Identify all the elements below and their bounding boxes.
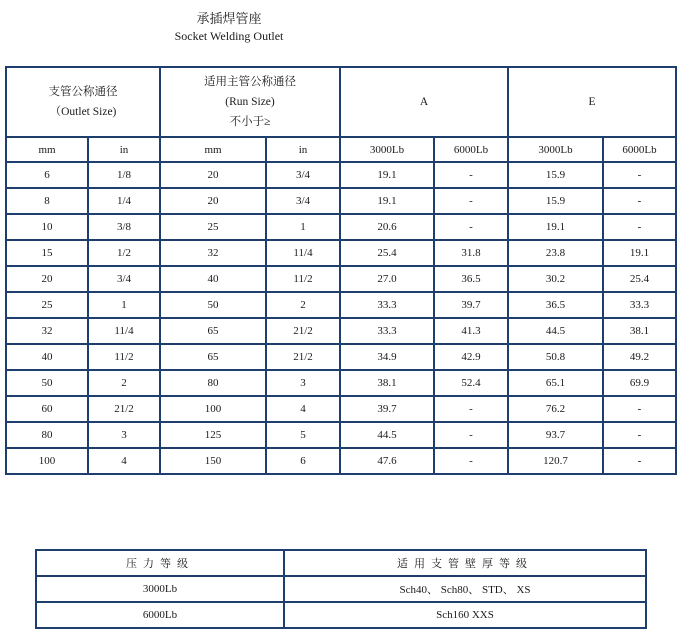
table-cell: 3/4 [267,163,339,187]
table-cell: 38.1 [604,319,675,343]
title-chinese: 承插焊管座 [196,11,262,26]
schedule-cell: Sch160 XXS [285,603,645,627]
e-header: E [509,68,675,136]
table-cell: - [435,163,507,187]
table-cell: 39.7 [341,397,433,421]
table-cell: 1/8 [89,163,159,187]
table-cell: - [604,215,675,239]
table-cell: 1 [267,215,339,239]
table-cell: 33.3 [341,293,433,317]
outlet-size-header [7,68,159,136]
table-cell: 65.1 [509,371,602,395]
table-cell: 38.1 [341,371,433,395]
table-cell: 125 [161,423,265,447]
table-cell: 47.6 [341,449,433,473]
table-cell: 32 [161,241,265,265]
header-row [7,68,675,136]
table-row [7,371,675,395]
wall-thickness-header: 适用支管壁厚等级 [285,551,645,575]
table-cell: - [435,449,507,473]
table-cell: 33.3 [604,293,675,317]
unit-cell: 6000Lb [435,138,507,161]
grade-cell: 3000Lb [37,577,283,601]
table-cell: 1 [89,293,159,317]
unit-cell: mm [161,138,265,161]
table-row [7,449,675,473]
table-cell: 4 [89,449,159,473]
table-cell: 21/2 [267,345,339,369]
table-cell: - [435,397,507,421]
table-cell: 25.4 [341,241,433,265]
table-cell: 20.6 [341,215,433,239]
table-cell: - [435,423,507,447]
table-cell: 3/4 [267,189,339,213]
table-cell: 3/4 [89,267,159,291]
table-cell: - [604,163,675,187]
run-size-header-en: (Run Size) [225,96,275,108]
table-cell: 100 [7,449,87,473]
table-cell: 39.7 [435,293,507,317]
a-header: A [341,68,507,136]
table-cell: 40 [161,267,265,291]
table-cell: 41.3 [435,319,507,343]
unit-cell: 3000Lb [341,138,433,161]
table-cell: 19.1 [604,241,675,265]
table-cell: 120.7 [509,449,602,473]
grade-header-row [37,551,645,575]
table-row [7,267,675,291]
table-cell: 36.5 [509,293,602,317]
table-cell: 23.8 [509,241,602,265]
table-cell: 10 [7,215,87,239]
table-cell: 65 [161,345,265,369]
table-cell: 52.4 [435,371,507,395]
table-cell: 11/4 [89,319,159,343]
table-cell: - [604,189,675,213]
table-cell: 5 [267,423,339,447]
pressure-grade-header: 压力等级 [37,551,283,575]
table-row [7,423,675,447]
table-cell: 60 [7,397,87,421]
table-cell: 50.8 [509,345,602,369]
table-cell: 44.5 [509,319,602,343]
table-cell: 21/2 [267,319,339,343]
title-english: Socket Welding Outlet [174,29,284,43]
table-cell: 19.1 [509,215,602,239]
grade-row [37,577,645,601]
table-cell: 6 [7,163,87,187]
unit-cell: in [267,138,339,161]
pressure-grade-table [35,549,647,629]
table-cell: 25 [7,293,87,317]
table-cell: 76.2 [509,397,602,421]
units-row [7,138,675,161]
table-cell: 11/2 [89,345,159,369]
table-cell: 150 [161,449,265,473]
table-row [7,397,675,421]
table-cell: 3 [89,423,159,447]
table-cell: - [435,189,507,213]
table-row [7,319,675,343]
table-row [7,215,675,239]
table-cell: 25.4 [604,267,675,291]
run-size-header [161,68,339,136]
run-size-header-cn: 适用主管公称通径 [204,76,296,88]
table-cell: 30.2 [509,267,602,291]
table-cell: 50 [161,293,265,317]
unit-cell: mm [7,138,87,161]
table-cell: - [604,397,675,421]
outlet-size-header-cn: 支管公称通径 [48,86,118,98]
table-cell: 20 [161,189,265,213]
run-size-header-note: 不小于≥ [229,116,271,128]
unit-cell: in [89,138,159,161]
table-cell: 2 [89,371,159,395]
unit-cell: 3000Lb [509,138,602,161]
table-cell: 15.9 [509,189,602,213]
table-cell: 49.2 [604,345,675,369]
table-cell: - [604,423,675,447]
table-cell: 20 [7,267,87,291]
table-cell: 33.3 [341,319,433,343]
table-cell: 3/8 [89,215,159,239]
table-cell: 3 [267,371,339,395]
table-cell: 80 [7,423,87,447]
table-cell: 44.5 [341,423,433,447]
table-cell: 2 [267,293,339,317]
table-cell: 4 [267,397,339,421]
table-cell: 93.7 [509,423,602,447]
table-cell: 65 [161,319,265,343]
table-row [7,345,675,369]
socket-welding-outlet-table [5,66,677,475]
table-cell: 21/2 [89,397,159,421]
table-cell: - [604,449,675,473]
table-cell: 19.1 [341,189,433,213]
table-cell: 40 [7,345,87,369]
unit-cell: 6000Lb [604,138,675,161]
table-cell: 25 [161,215,265,239]
table-cell: 15 [7,241,87,265]
table-cell: 80 [161,371,265,395]
table-cell: 8 [7,189,87,213]
table-cell: 27.0 [341,267,433,291]
table-cell: 50 [7,371,87,395]
table-cell: 36.5 [435,267,507,291]
table-row [7,163,675,187]
table-cell: 34.9 [341,345,433,369]
table-cell: 11/2 [267,267,339,291]
table-row [7,293,675,317]
table-cell: 31.8 [435,241,507,265]
table-cell: 20 [161,163,265,187]
table-cell: 6 [267,449,339,473]
table-cell: - [435,215,507,239]
table-cell: 100 [161,397,265,421]
table-cell: 42.9 [435,345,507,369]
table-row [7,241,675,265]
table-cell: 15.9 [509,163,602,187]
grade-row [37,603,645,627]
table-cell: 19.1 [341,163,433,187]
schedule-cell: Sch40、 Sch80、 STD、 XS [285,577,645,601]
table-row [7,189,675,213]
table-cell: 69.9 [604,371,675,395]
table-cell: 32 [7,319,87,343]
table-cell: 1/2 [89,241,159,265]
table-cell: 11/4 [267,241,339,265]
table-cell: 1/4 [89,189,159,213]
outlet-size-header-en: （Outlet Size) [49,106,117,118]
grade-cell: 6000Lb [37,603,283,627]
